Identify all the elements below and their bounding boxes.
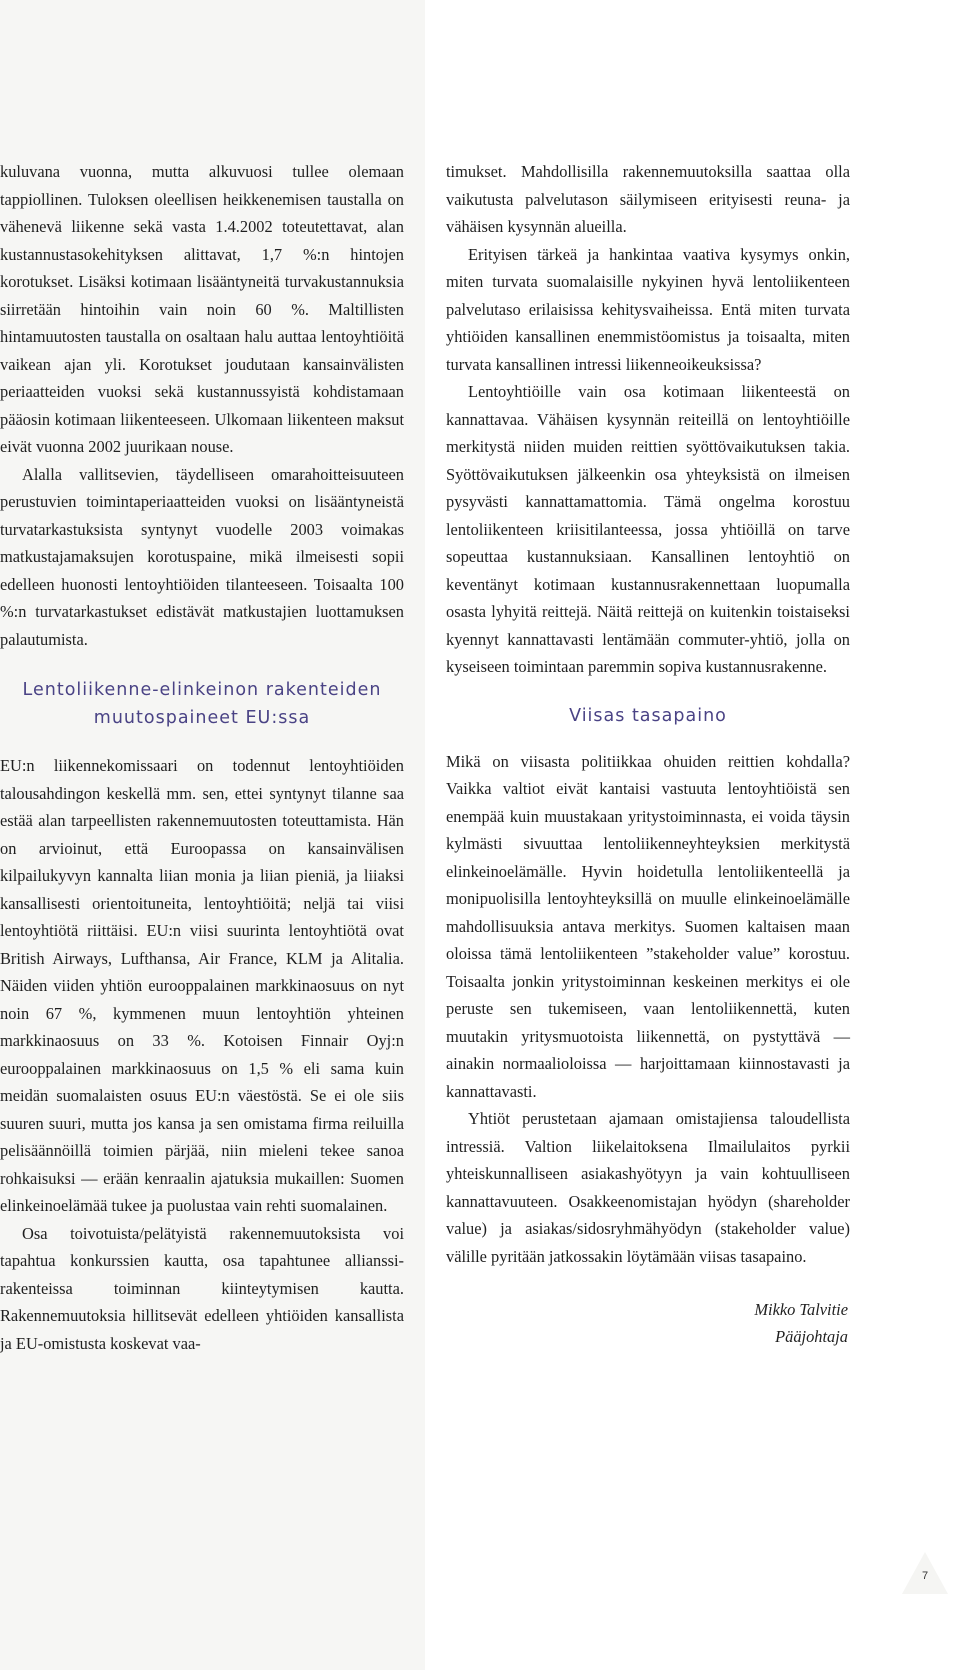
right-paragraph-1: timukset. Mahdollisilla rakennemuutoksilla saattaa olla vaikutusta palvelutason säilymiseen erityisesti reuna- ja vähäisen kysynnän alueilla. — [446, 162, 850, 236]
section-heading-eu-line2: muutospaineet EU:ssa — [93, 708, 311, 728]
signature — [446, 1296, 850, 1350]
section-heading-eu-line1: Lentoliikenne-elinkeinon rakenteiden — [22, 680, 382, 700]
signature-title: Pääjohtaja — [775, 1327, 848, 1346]
signature-name: Mikko Talvitie — [754, 1300, 848, 1319]
right-paragraph-4: Mikä on viisasta politiikkaa ohuiden reittien kohdalla? Vaikka valtiot eivät kantaisi vastuuta lentoyhtiöistä sen enempää kuin muustakaan yritystoiminnasta, ei voida täysin kylmästi sivuuttaa lentoliikenneyhteyksien merkitystä elinkeinoelämälle. Hyvin hoidetulla lentoliikenteellä ja monipuolisilla lentoyhteyksillä on muulle elinkeinoelämälle mahdollisuuksia antava merkitys. Suomen kaltaisen maan oloissa tämä lentoliikenteen ”stakeholder value” korostuu. Toisaalta jonkin yritystoiminnan keskeinen merkitys ei ole peruste sen tukemiseen, vaan lentoliikennettä, kuten muutakin yritysmuotoista liikennettä, on pystyttävä — ainakin normaalioloissa — harjoittamaan kiinnostavasti ja kannattavasti. — [446, 751, 850, 1101]
section-heading-balance: Viisas tasapaino — [569, 705, 727, 726]
right-paragraph-5: Yhtiöt perustetaan ajamaan omistajiensa taloudellista intressiä. Valtion liikelaitoksena Ilmailulaitos pyrkii yhteiskunnalliseen asiakashyötyyn ja vain kohtuulliseen kannattavuuteen. Osakkeenomistajan hyödyn (shareholder value) ja asiakas/sidosryhmähyödyn (stakeholder value) välille pyritään jatkossakin löytämään viisas tasapaino. — [446, 1109, 850, 1266]
page-number-marker — [900, 1550, 950, 1596]
left-paragraph-4: Osa toivotuista/pelätyistä rakennemuutoksista voi tapahtua konkurssien kautta, osa tapahtunee allianssi-rakenteissa toiminnan kiinteytymisen kautta. Rakennemuutoksia hillitsevät edelleen yhtiöiden kansallista ja EU-omistusta koskevat vaa- — [0, 1223, 404, 1353]
page-number: 7 — [921, 1570, 929, 1582]
left-paragraph-2: Alalla vallitsevien, täydelliseen omarahoitteisuuteen perustuvien toimintaperiaatteiden vuoksi on lisääntyneistä turvatarkastuksista syntynyt vuodelle 2003 voimakas matkustajamaksujen korotuspaine, mikä ilmeisesti sopii edelleen huonosti lentoyhtiöiden tilanteeseen. Toisaalta 100 %:n turvatarkastukset edistävät matkustajien luottamuksen palautumista. — [0, 464, 404, 649]
right-paragraph-3: Lentoyhtiöille vain osa kotimaan liikenteestä on kannattavaa. Vähäisen kysynnän reiteillä on lentoyhtiöille merkitystä niiden muiden reittien syöttövaikutuksen takia. Syöttövaikutuksen jälkeenkin osa yhteyksistä on ilmeisen pysyvästi kannattamattomia. Tämä ongelma korostuu lentoliikenteen kriisitilanteessa, jossa yhtiöillä on tarve sopeuttaa kustannuksiaan. Kansallinen lentoyhtiö on keventänyt kotimaan kustannusrakennettaan luopumalla osasta lyhyitä reittejä. Näitä reittejä on kuitenkin toistaiseksi kyennyt kannattavasti lentämään commuter-yhtiö, jolla on kyseiseen toimintaan paremmin sopiva kustannusrakenne. — [446, 382, 850, 676]
right-column — [425, 0, 960, 1670]
section-heading-eu — [0, 676, 404, 732]
right-paragraph-2: Erityisen tärkeä ja hankintaa vaativa kysymys onkin, miten turvata suomalaisille nykyinen hyvä lentoliikenteen palvelutaso erilaisissa kehitysvaiheissa. Entä miten turvata yhtiöiden kansallinen enemmistöomistus ja toisaalta, miten turvata kansallinen intressi liikenneoikeuksissa? — [446, 244, 850, 374]
left-paragraph-1: kuluvana vuonna, mutta alkuvuosi tullee olemaan tappiollinen. Tuloksen oleellisen heikkenemisen taustalla on vähenevä liikenne sekä vasta 1.4.2002 toteutettavat, alan kustannustasokehityksen alittavat, 1,7 %:n hintojen korotukset. Lisäksi kotimaan lisääntyneitä turvakustannuksia siirretään hintoihin vain noin 60 %. Maltillisten hintamuutosten taustalla on osaltaan halu auttaa lentoyhtiöitä vaikean ajan yli. Korotukset joudutaan kansainvälisten periaatteiden vuoksi sekä kustannussyistä kohdistamaan pääosin kotimaan liikenteeseen. Ulkomaan liikenteen maksut eivät vuonna 2002 juurikaan nouse. — [0, 162, 404, 456]
left-column — [0, 0, 425, 1670]
right-column-text — [446, 158, 850, 1350]
left-column-text — [0, 158, 404, 1357]
left-paragraph-3: EU:n liikennekomissaari on todennut lentoyhtiöiden talousahdingon keskellä mm. sen, ettei syntynyt tilanne saa estää alan tarpeellisten rakennemuutosten toteuttamista. Hän on arvioinut, että Euroopassa on kansainvälisen kilpailukyvyn kannalta liian monia ja liian pieniä, ja liiaksi kansallisesti orientoituneita, lentoyhtiöitä; neljä tai viisi lentoyhtiötä riittäisi. EU:n viisi suurinta lentoyhtiötä ovat British Airways, Lufthansa, Air France, KLM ja Alitalia. Näiden viiden yhtiön eurooppalainen markkinaosuus on nyt noin 67 %, kymmenen muun lentoyhtiön yhteinen markkinaosuus on 33 %. Kotoisen Finnair Oyj:n eurooppalainen markkinaosuus on 1,5 % eli sama kuin meidän suomalaisten osuus EU:n väestöstä. Se ei ole siis suuren suuri, mutta jos kansa ja sen omistama firma reiluilla pelisäännöillä toimien pärjää, niin mieleni tekee sanoa rohkaisuksi — erään kenraalin ajatuksia mukaillen: Suomen elinkeinoelämää tukee ja puolustaa vain rehti suomalainen. — [0, 756, 404, 1215]
